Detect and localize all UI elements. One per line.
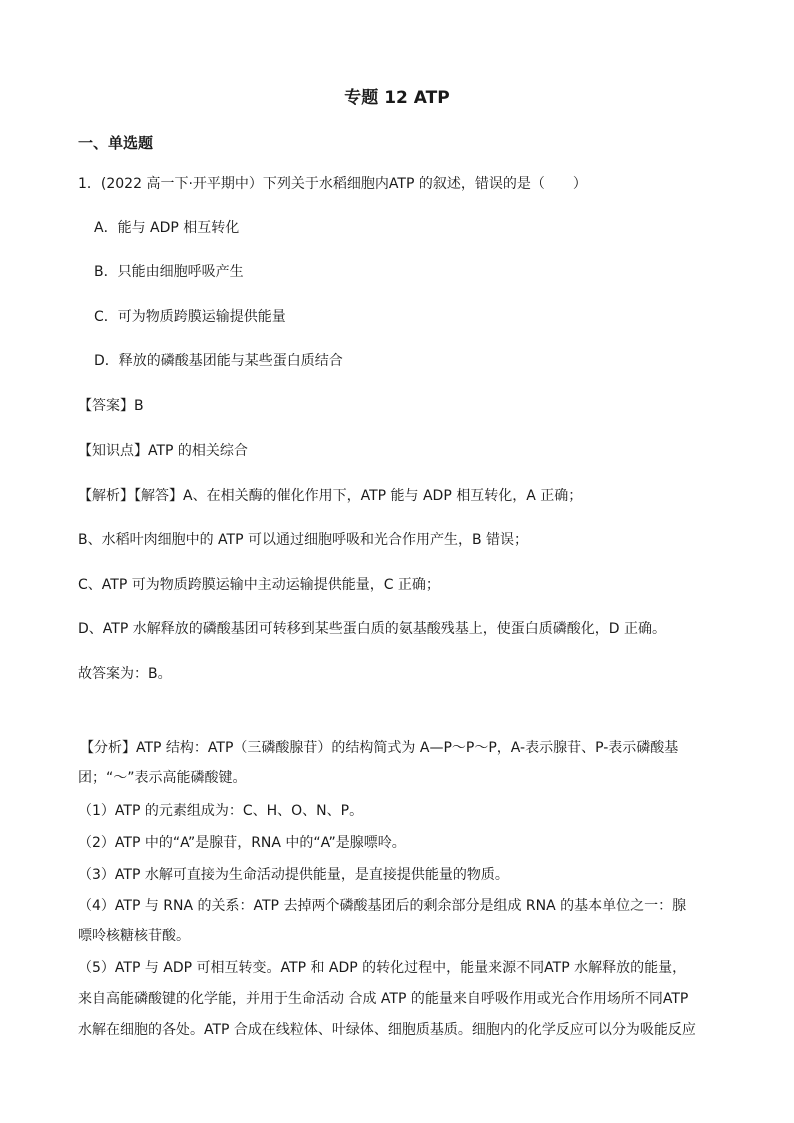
explain-line: 嘌呤核糖核苷酸。 — [78, 928, 190, 944]
analysis-line: B、水稻叶肉细胞中的 ATP 可以通过细胞呼吸和光合作用产生，B 错误； — [78, 532, 529, 548]
question-stem: 1．(2022 高一下·开平期中）下列关于水稻细胞内ATP 的叙述，错误的是（ ） — [78, 176, 587, 192]
option-b: B．只能由细胞呼吸产生 — [94, 264, 244, 280]
analysis-line: D、ATP 水解释放的磷酸基团可转移到某些蛋白质的氨基酸残基上，使蛋白质磷酸化，D 正确。 — [78, 621, 666, 637]
explain-line: （1）ATP 的元素组成为：C、H、O、N、P。 — [78, 803, 364, 819]
explain-line: （2）ATP 中的“A”是腺苷，RNA 中的“A”是腺嘌呤。 — [78, 835, 406, 851]
knowledge-point: 【知识点】ATP 的相关综合 — [78, 443, 248, 459]
page-title: 专题 12 ATP — [344, 88, 450, 108]
explain-line: 水解在细胞的各处。ATP 合成在线粒体、叶绿体、细胞质基质。细胞内的化学反应可以分为吸能反应 — [78, 1022, 696, 1038]
explain-line: （3）ATP 水解可直接为生命活动提供能量，是直接提供能量的物质。 — [78, 867, 509, 883]
explain-line: （4）ATP 与 RNA 的关系：ATP 去掉两个磷酸基团后的剩余部分是组成 RNA 的基本单位之一：腺 — [78, 898, 687, 914]
section-heading: 一、单选题 — [78, 134, 154, 152]
analysis-line: 故答案为：B。 — [78, 666, 172, 682]
option-a: A．能与 ADP 相互转化 — [94, 220, 240, 236]
analysis-line: C、ATP 可为物质跨膜运输中主动运输提供能量，C 正确； — [78, 577, 440, 593]
answer-line: 【答案】B — [78, 398, 144, 414]
option-d: D．释放的磷酸基团能与某些蛋白质结合 — [94, 353, 343, 369]
explain-line: 【分析】ATP 结构：ATP（三磷酸腺苷）的结构简式为 A—P～P～P，A-表示腺苷、P-表示磷酸基 — [80, 740, 679, 756]
explain-line: （5）ATP 与 ADP 可相互转变。ATP 和 ADP 的转化过程中，能量来源不同ATP 水解释放的能量， — [78, 960, 687, 976]
option-c: C．可为物质跨膜运输提供能量 — [94, 309, 286, 325]
explain-line: 来自高能磷酸键的化学能，并用于生命活动 合成 ATP 的能量来自呼吸作用或光合作用场所不同ATP — [78, 991, 689, 1007]
explain-line: 团；“～”表示高能磷酸键。 — [78, 770, 247, 786]
analysis-line: 【解析】【解答】A、在相关酶的催化作用下，ATP 能与 ADP 相互转化，A 正确； — [78, 488, 583, 504]
